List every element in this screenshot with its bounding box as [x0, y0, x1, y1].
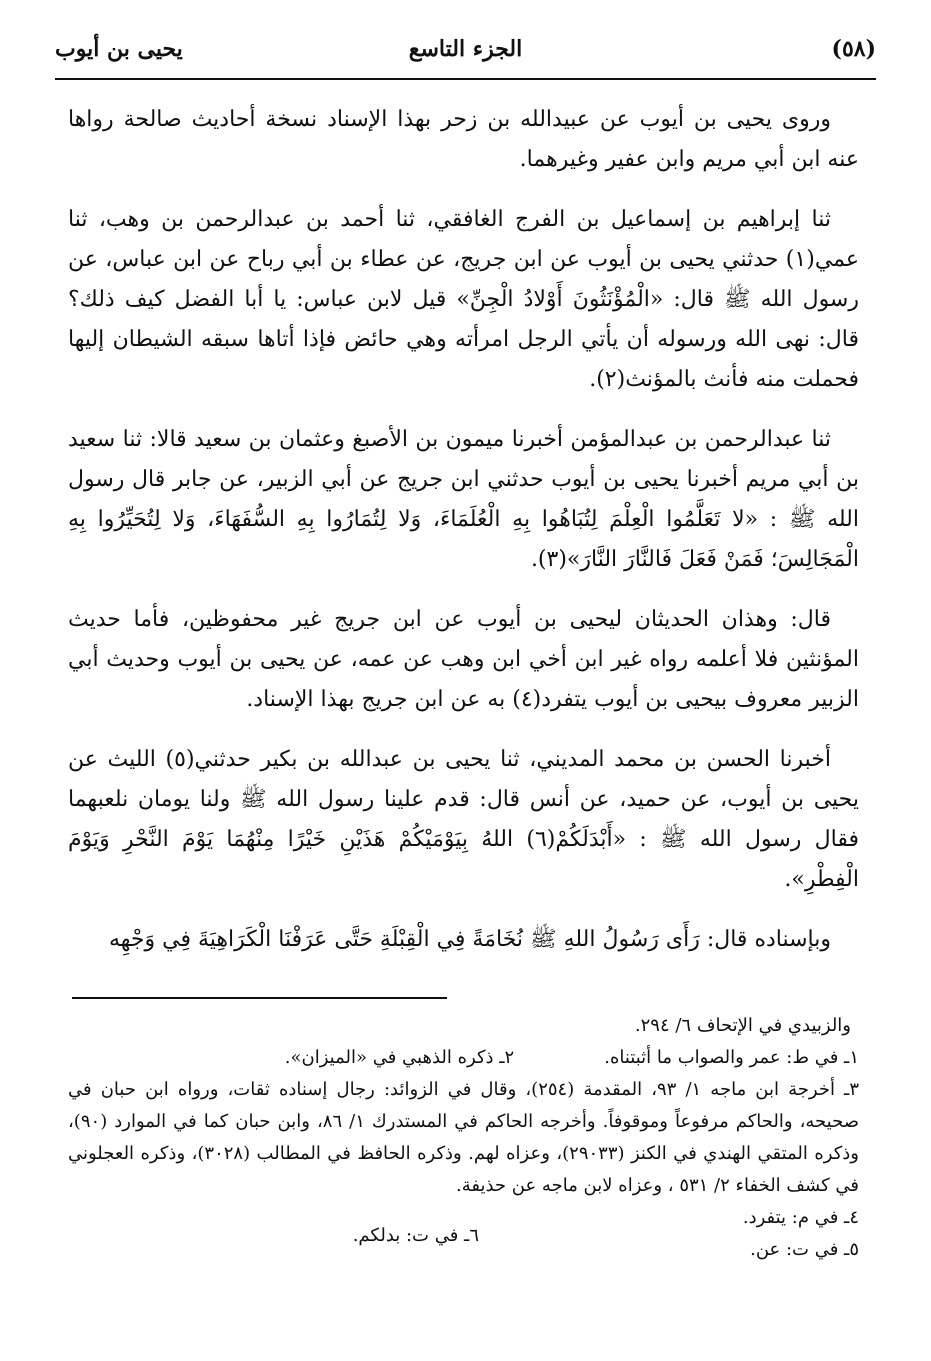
footnote-2: ٢ـ ذكره الذهبي في «الميزان». — [284, 1047, 515, 1068]
paragraph: ثنا إبراهيم بن إسماعيل بن الفرج الغافقي، ثنا أحمد بن عبدالرحمن بن وهب، ثنا عمي(١) حدثني يحيى بن أيوب عن ابن جريج، عن عطاء بن أبي رباح عن ابن عباس، عن رسول الله ﷺ قال: «الْمُؤْنَثُونَ أَوْلادُ الْجِنِّ» قيل لابن عباس: يا أبا الفضل كيف ذلك؟ قال: نهى الله ورسوله أن يأتي الرجل امرأته وهي حائض فإذا أتاها سبقه الشيطان إليها فحملت منه فأنث بالمؤنث(٢). — [68, 207, 859, 392]
footnote-continuation: والزبيدي في الإتحاف ٦/ ٢٩٤. — [634, 1015, 851, 1036]
footnote-4: ٤ـ في م: يتفرد. — [742, 1207, 859, 1228]
paragraph: أخبرنا الحسن بن محمد المديني، ثنا يحيى بن عبدالله بن بكير حدثني(٥) الليث عن يحيى بن أيوب، عن حميد، عن أنس قال: قدم علينا رسول الله ﷺ ولنا يومان نلعبهما فقال رسول الله ﷺ : «أَبْدَلَكُمْ(٦) اللهُ بِيَوْمَيْكُمْ هَذَيْنِ خَيْرًا مِنْهُمَا يَوْمَ النَّحْرِ وَيَوْمَ الْفِطْرِ». — [68, 747, 859, 892]
footnote-divider — [72, 997, 447, 999]
footnote-6: ٦ـ في ت: بدلكم. — [352, 1225, 479, 1246]
header-divider — [55, 78, 876, 80]
footnote-3: ٣ـ أخرجة ابن ماجه ١/ ٩٣، المقدمة (٢٥٤)، وقال في الزوائد: رجال إسناده ثقات، ورواه ابن حبان في صحيحه، والحاكم مرفوعاً وموقوفاً. وأخرجه الحاكم في المستدرك ١/ ٨٦، وابن حبان كما في الموارد (٩٠)، وذكره المتقي الهندي في الكنز (٢٩٠٣٣)، وعزاه لهم. وذكره الحافظ في المطالب (٣٠٢٨)، وذكره العجلوني في كشف الخفاء ٢/ ٥٣١ ، وعزاه لابن ماجه عن حذيفة. — [68, 1079, 860, 1196]
paragraph: قال: وهذان الحديثان ليحيى بن أيوب عن ابن جريج غير محفوظين، فأما حديث المؤنثين فلا أعلمه رواه غير ابن أخي ابن وهب عن عمه، عن يحيى بن أيوب وحديث أبي الزبير معروف بيحيى بن أيوب يتفرد(٤) به عن ابن جريج بهذا الإسناد. — [68, 607, 859, 712]
footnote-5: ٥ـ في ت: عن. — [750, 1239, 859, 1260]
main-text — [68, 100, 859, 980]
paragraph: وبإسناده قال: رَأَى رَسُولُ اللهِ ﷺ نُخَامَةً فِي الْقِبْلَةِ حَتَّى عَرَفْنَا الْكَرَاهِيَةَ فِي وَجْهِه — [109, 927, 831, 952]
footnote-row — [68, 1202, 859, 1272]
footnotes — [68, 1010, 859, 1272]
running-title: يحيى بن أيوب — [55, 36, 183, 62]
footnote-1: ١ـ في ط: عمر والصواب ما أثبتناه. — [604, 1047, 859, 1068]
paragraph: وروى يحيى بن أيوب عن عبيدالله بن زحر بهذا الإسناد نسخة أحاديث صالحة رواها عنه ابن أبي مريم وابن عفير وغيرهما. — [68, 107, 859, 172]
page-number: (٥٨) — [831, 36, 876, 62]
paragraph: ثنا عبدالرحمن بن عبدالمؤمن أخبرنا ميمون بن الأصبغ وعثمان بن سعيد قالا: ثنا سعيد بن أبي مريم أخبرنا يحيى بن أيوب حدثني ابن جريج عن أبي الزبير، عن جابر قال رسول الله ﷺ : «لا تَعَلَّمُوا الْعِلْمَ لِتُبَاهُوا بِهِ الْعُلَمَاءَ، وَلا لِتُمَارُوا بِهِ السُّفَهَاءَ، وَلا لِتُحَيِّرُوا بِهِ الْمَجَالِسَ؛ فَمَنْ فَعَلَ فَالنَّارَ النَّارَ»(٣). — [68, 427, 859, 572]
volume-title: الجزء التاسع — [408, 36, 523, 62]
page-header — [55, 28, 876, 72]
footnote-row — [68, 1042, 859, 1074]
